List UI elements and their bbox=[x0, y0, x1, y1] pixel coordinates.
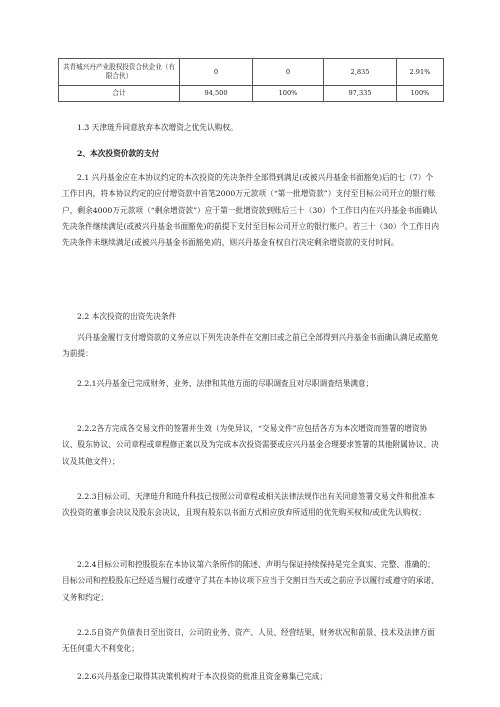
precondition-intro: 兴丹基金履行支付增资款的义务应以下列先决条件在交割日或之前已全部得到兴丹基金书面确认满足或豁免为前提： bbox=[62, 333, 439, 359]
section-heading-2: 2、本次投资价款的支付 bbox=[77, 149, 160, 158]
table-cell: 100% bbox=[253, 86, 324, 102]
table-cell: 2,835 bbox=[324, 59, 397, 86]
clause-2-2-2: 2.2.2各方完成各交易文件的签署并生效（为免异议，“交易文件”应包括各方为本次增资而签署的增资协议、股东协议、公司章程或章程修正案以及为完成本次投资需要或应兴丹基金合理要求签署的其他附属协议、决议及其他文件）； bbox=[62, 424, 439, 466]
table-row bbox=[59, 59, 444, 86]
clause-2-2-heading: 2.2 本次投资的出资先决条件 bbox=[77, 312, 177, 321]
capital-table bbox=[58, 58, 444, 102]
table-cell: 合计 bbox=[59, 86, 180, 102]
table-cell: 97,335 bbox=[324, 86, 397, 102]
clause-2-2-3: 2.2.3目标公司、天津琏升和琏升科技已按照公司章程或相关法律法规作出有关同意签署交易文件和批准本次投资的董事会决议及股东会决议，且现有股东以书面方式相应放弃所适用的优先购买权和/或优先认购权； bbox=[62, 492, 435, 518]
clause-2-2-6: 2.2.6兴丹基金已取得其决策机构对于本次投资的批准且资金募集已完成； bbox=[77, 672, 328, 681]
clause-2-2-4: 2.2.4目标公司和控股股东在本协议第六条所作的陈述、声明与保证持续保持是完全真实、完整、准确的；目标公司和控股股东已经适当履行或遵守了其在本协议项下应当于交割日当天或之前应予以履行或遵守的承诺、义务和约定； bbox=[62, 560, 439, 602]
clause-2-2-1: 2.2.1兴丹基金已完成财务、业务、法律和其他方面的尽职调查且对尽职调查结果满意； bbox=[77, 379, 374, 388]
table-cell: 0 bbox=[253, 59, 324, 86]
clause-1-3: 1.3 天津琏升同意放弃本次增资之优先认购权。 bbox=[77, 123, 238, 132]
table-cell: 94,500 bbox=[180, 86, 253, 102]
table-cell: 2.91% bbox=[397, 59, 444, 86]
clause-2-2-5: 2.2.5自资产负债表日至出资日，公司的业务、资产、人员、经营结果、财务状况和前景、技术及法律方面无任何重大不利变化； bbox=[62, 628, 435, 654]
table-cell: 0 bbox=[180, 59, 253, 86]
clause-2-1: 2.1 兴丹基金应在本协议约定的本次投资的先决条件全部得到满足(或被兴丹基金书面豁免)后的七（7）个工作日内，将本协议约定的应付增资款中首笔2000万元款项（“第一批增资款”）支付至目标公司开立的银行账户，剩余4000万元款项（“剩余增资款”）应于第一批增资款到账后三十（30）个工作日内在兴丹基金书面确认先决条件继续满足(或被兴丹基金书面豁免)的前提下支付至目标公司开立的银行账户。若三十（30）个工作日内先决条件未继续满足(或被兴丹基金书面豁免)的，则兴丹基金有权自行决定剩余增资款的支付时间。 bbox=[62, 173, 440, 248]
table-cell: 100% bbox=[397, 86, 444, 102]
table-cell: 共青城兴丹产业股权投资合伙企业（有限合伙） bbox=[59, 59, 180, 86]
table-row bbox=[59, 86, 444, 102]
